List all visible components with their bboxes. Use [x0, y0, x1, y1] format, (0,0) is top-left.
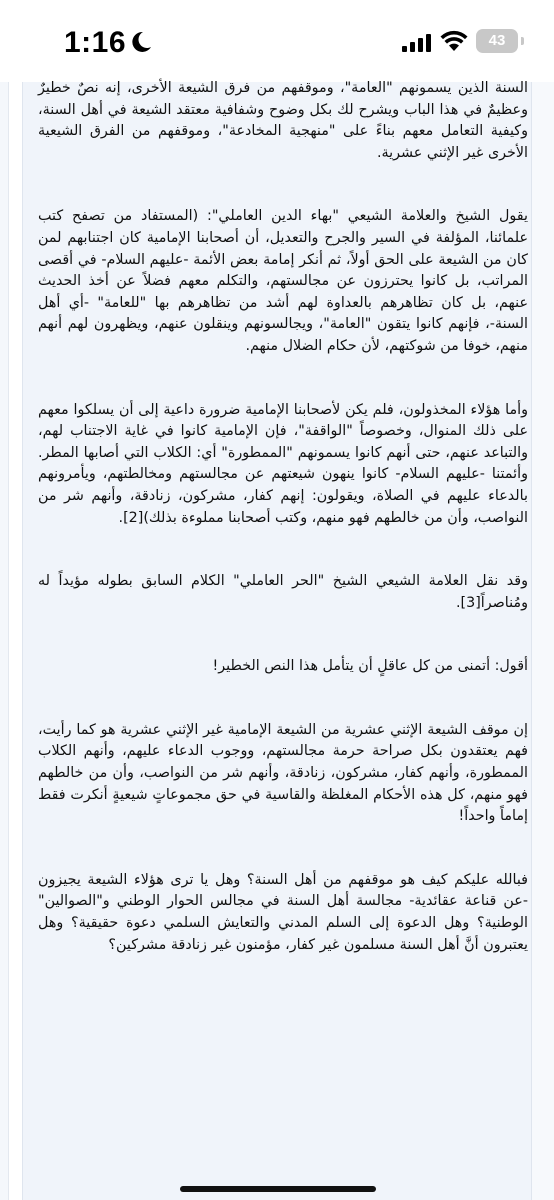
paragraph-4: وقد نقل العلامة الشيعي الشيخ "الحر العاملي" الكلام السابق بطوله مؤيداً له ومُناصراً[3]. [38, 573, 528, 611]
battery-cap [521, 37, 524, 45]
document-view[interactable] [0, 82, 554, 1200]
wifi-icon [440, 30, 468, 52]
paragraph-3: وأما هؤلاء المخذولون، فلم يكن لأصحابنا الإمامية ضرورة داعية إلى أن يسلكوا معهم على ذلك المنوال، وخصوصاً "الواقفة"، فإن الإمامية كانوا في غاية الاجتناب لهم، والتباعد عنهم، حتى أنهم كانوا يسمونهم "الممطورة" أي: الكلاب التي أصابها المطر. وأئمتنا -عليهم السلام- كانوا ينهون شيعتهم عن مجالستهم ومخالطتهم، ويأمرونهم بالدعاء عليهم في الصلاة، ويقولون: إنهم كفار، مشركون، زنادقة، وأنهم شر من النواصب، وأن من خالطهم فهو منهم، وكتب أصحابنا مملوءة بذلك)[2]. [38, 401, 528, 526]
paragraph-1: السنة الذين يسمونهم "العامة"، وموقفهم من فرق الشيعة الأخرى، إنه نصٌ خطيرٌ وعظيمٌ في هذا الباب ويشرح لك بكل وضوح وشفافية معتقد الشيعة في أهل السنة، وكيفية التعامل معهم بناءً على "منهجية المخادعة"، وموقفهم من الفرق الشيعية الأخرى غير الإثني عشرية. [38, 80, 528, 161]
status-bar [0, 0, 554, 82]
status-time: 1:16 [64, 26, 127, 59]
paragraph-6: إن موقف الشيعة الإثني عشرية من الشيعة الإمامية غير الإثني عشرية هو كما رأيت، فهم يعتقدون بكل صراحة حرمة مجالستهم، ووجوب الدعاء عليهم، وأنهم الكلاب الممطورة، وأنهم كفار، مشركون، زنادقة، وأنهم شر من النواصب، وأن من خالطهم فهو منهم، كل هذه الأحكام المغلظة والقاسية في حق مجموعاتٍ شيعيةٍ أنكرت فقط إماماً واحداً! [38, 721, 528, 825]
signal-bars-icon [402, 34, 434, 52]
scroll-area[interactable] [532, 82, 554, 1200]
home-indicator[interactable] [180, 1186, 376, 1192]
moon-icon [130, 30, 152, 54]
battery-icon [476, 29, 518, 53]
paragraph-5: أقول: أتمنى من كل عاقلٍ أن يتأمل هذا النص الخطير! [212, 658, 528, 675]
paragraph-7: فبالله عليكم كيف هو موقفهم من أهل السنة؟ وهل يا ترى هؤلاء الشيعة يجيزون -عن قناعة عقائدية- مجالسة أهل السنة في مجالس الحوار الوطني و"الصوالين" الوطنية؟ وهل الدعوة إلى السلم المدني والتعايش السلمي دعوة حقيقية؟ وهل يعتبرون أنَّ أهل السنة مسلمون غير كفار، مؤمنون غير زنادقة مشركين؟ [38, 871, 528, 953]
page-margin [0, 82, 9, 1200]
paragraph-2: يقول الشيخ والعلامة الشيعي "بهاء الدين العاملي": (المستفاد من تصفح كتب علمائنا، المؤلفة في السير والجرح والتعديل، أن أصحابنا الإمامية كان اجتنابهم لمن كان من الشيعة على الحق أولاً، ثم أنكر إمامة بعض الأئمة -عليهم السلام- في أقصى المراتب، بل كانوا يحترزون عن مجالستهم، والتكلم معهم فضلاً عن أخذ الحديث عنهم، بل كان تظاهرهم بالعداوة لهم أشد من تظاهرهم بها "للعامة" -أي أهل السنة-، فإنهم كانوا يتقون "العامة"، ويجالسونهم وينقلون عنهم، ويظهرون لهم أنهم منهم، خوفا من شوكتهم، لأن حكام الضلال منهم. [38, 208, 528, 354]
article-body [38, 82, 528, 956]
battery-percent: 43 [488, 32, 506, 49]
